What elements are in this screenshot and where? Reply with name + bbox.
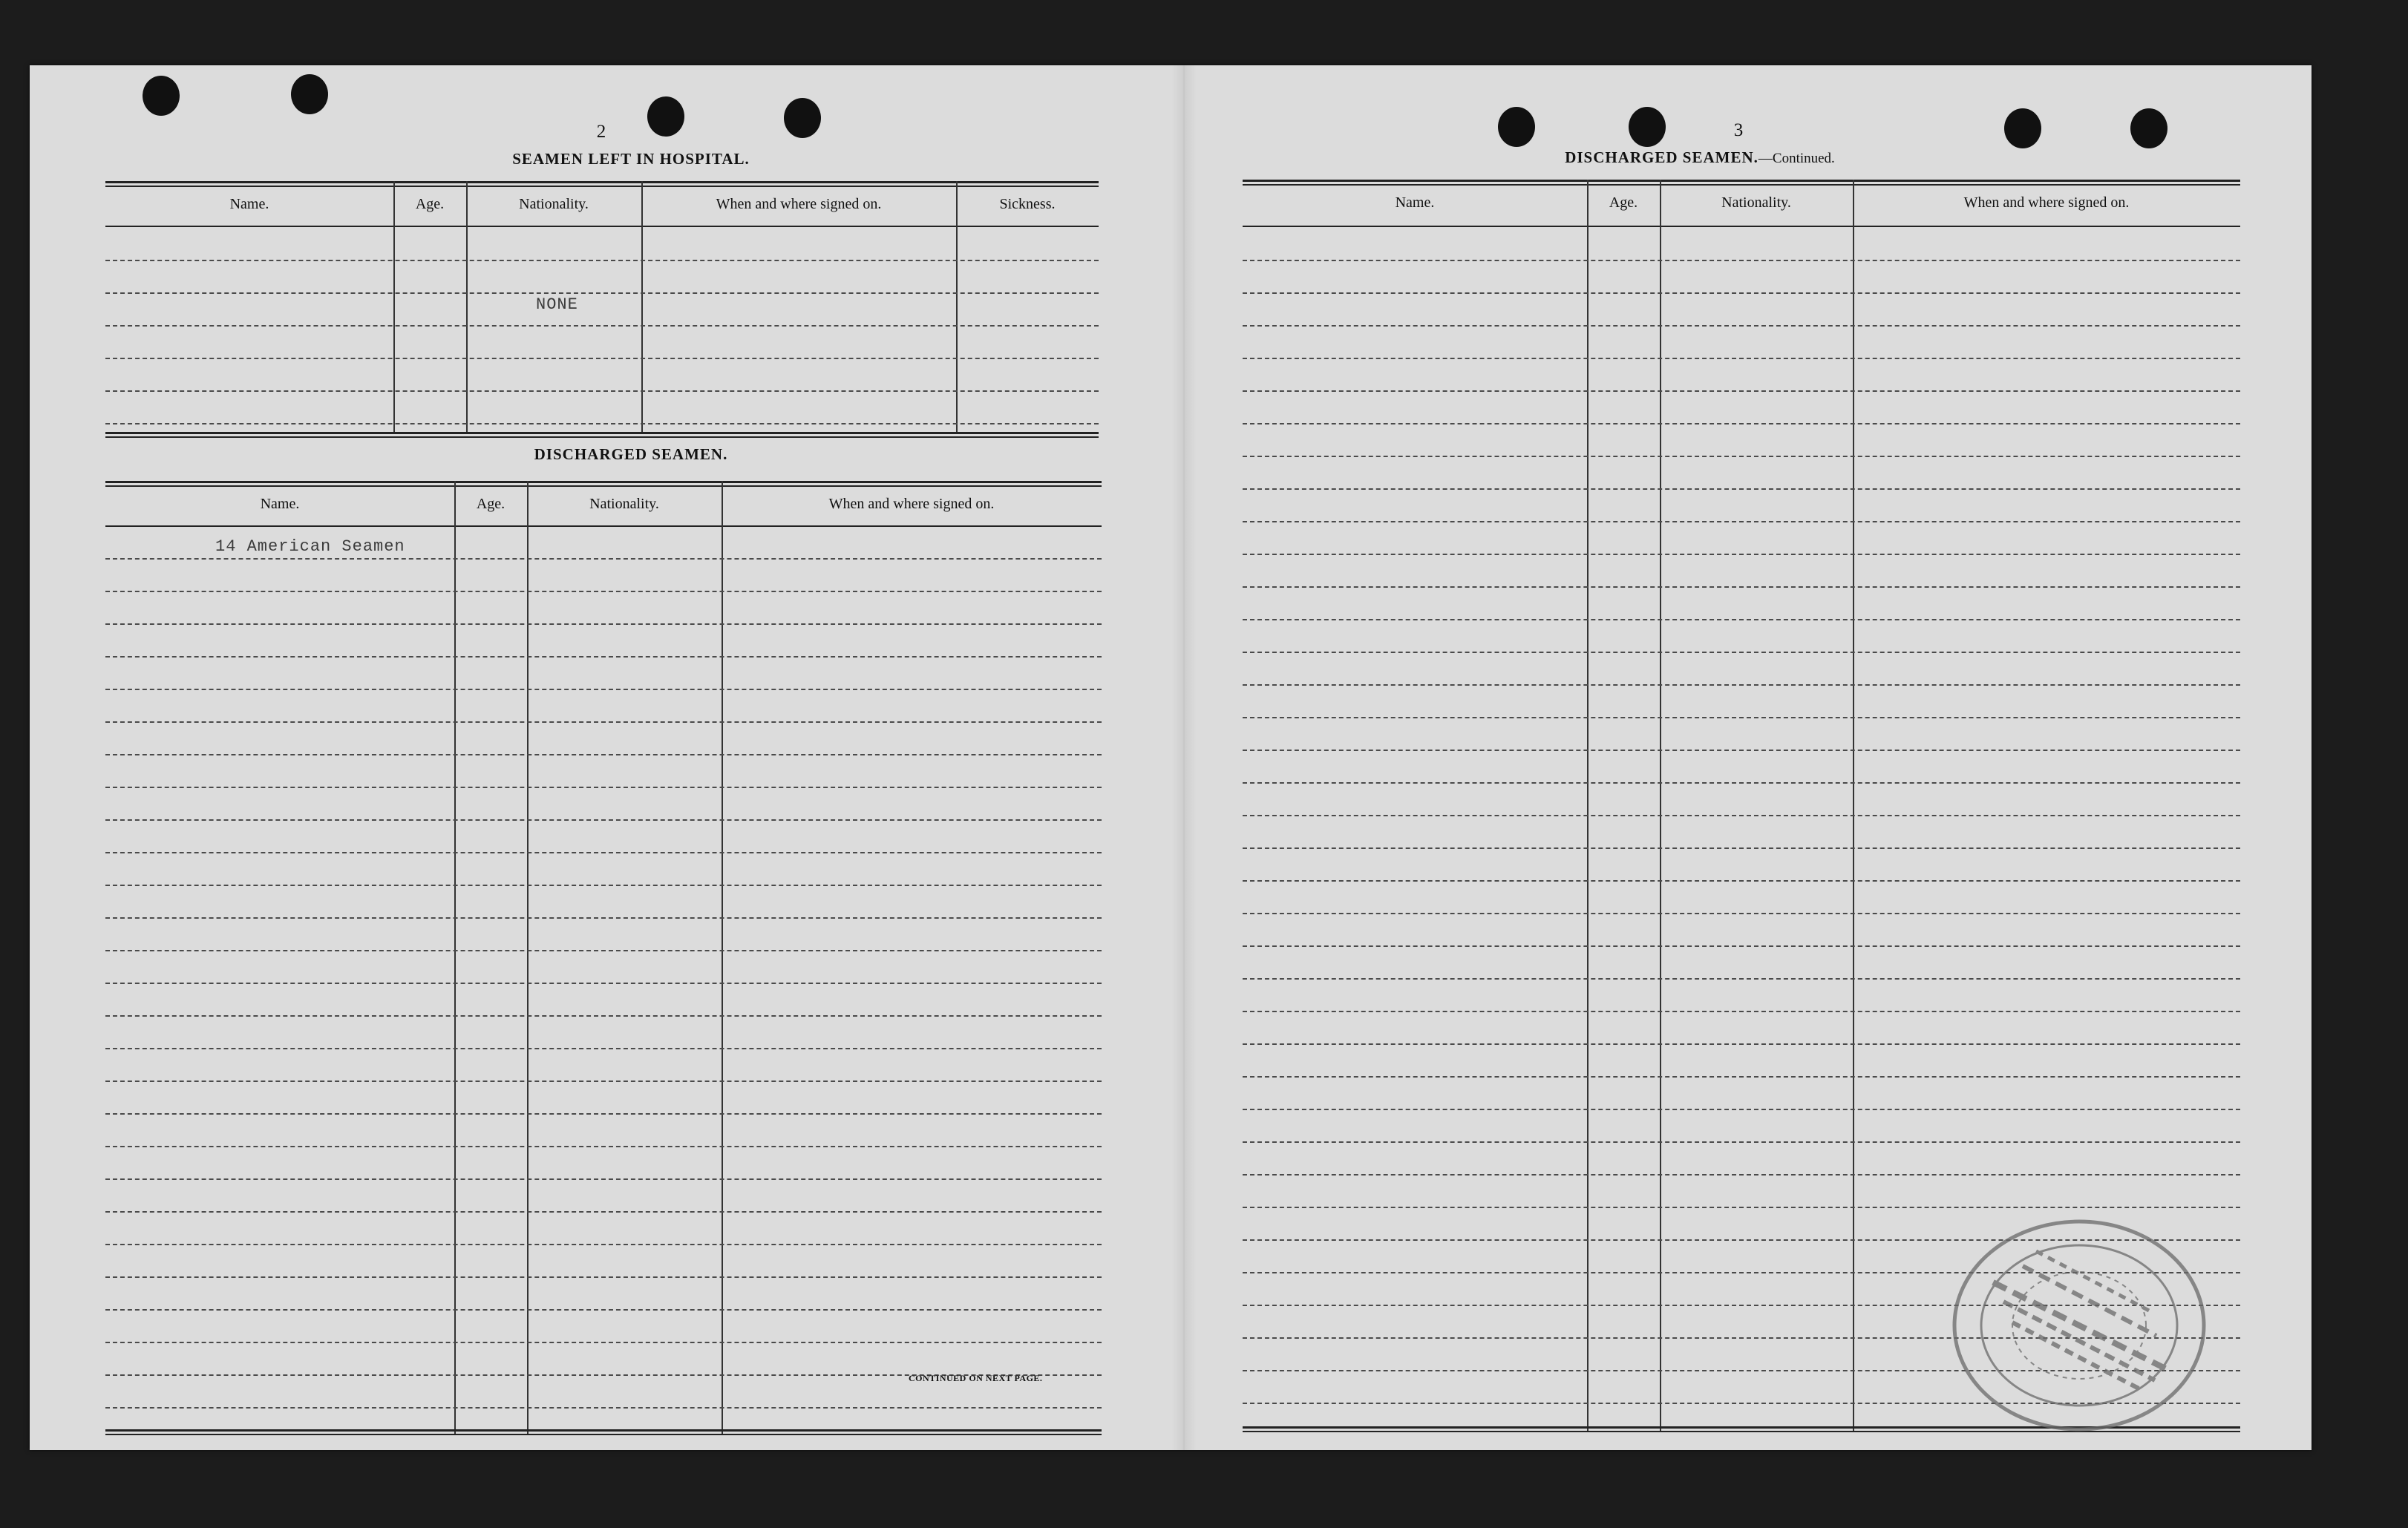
column-header-age: Age. bbox=[1609, 194, 1638, 211]
column-header-nationality: Nationality. bbox=[519, 196, 589, 212]
discharged-entry: 14 American Seamen bbox=[215, 537, 405, 556]
column-header-age: Age. bbox=[415, 196, 445, 212]
punch-hole bbox=[1629, 107, 1666, 147]
continued-footer: CONTINUED ON NEXT PAGE. bbox=[909, 1373, 1043, 1383]
discharged-heading-right bbox=[1529, 148, 1871, 167]
punch-hole bbox=[2004, 108, 2041, 148]
discharged-heading-left: DISCHARGED SEAMEN. bbox=[534, 445, 728, 463]
heading-suffix: —Continued. bbox=[1758, 151, 1835, 166]
column-header-name: Name. bbox=[1395, 194, 1435, 211]
page-number-right: 3 bbox=[1733, 120, 1744, 140]
column-header-signed-on: When and where signed on. bbox=[716, 196, 882, 212]
heading-text: DISCHARGED SEAMEN. bbox=[1565, 148, 1758, 166]
column-header-nationality: Nationality. bbox=[589, 496, 659, 512]
punch-hole bbox=[647, 96, 684, 137]
page-number-left: 2 bbox=[596, 122, 606, 142]
punch-hole bbox=[784, 98, 821, 138]
punch-hole bbox=[1498, 107, 1535, 147]
page-fold bbox=[1171, 65, 1197, 1450]
discharged-table-left bbox=[105, 481, 1102, 1438]
column-header-name: Name. bbox=[260, 496, 300, 512]
punch-hole bbox=[143, 76, 180, 116]
punch-hole bbox=[2130, 108, 2167, 148]
column-header-name: Name. bbox=[229, 196, 269, 212]
ledger-sheet bbox=[30, 65, 2312, 1450]
column-header-nationality: Nationality. bbox=[1721, 194, 1791, 211]
column-header-age: Age. bbox=[476, 496, 506, 512]
column-header-signed-on: When and where signed on. bbox=[828, 496, 995, 512]
immigration-stamp-icon bbox=[1949, 1214, 2210, 1437]
column-header-signed-on: When and where signed on. bbox=[1963, 194, 2130, 211]
punch-hole bbox=[291, 74, 328, 114]
column-header-sickness: Sickness. bbox=[999, 196, 1056, 212]
hospital-entry: NONE bbox=[536, 295, 578, 314]
hospital-heading: SEAMEN LEFT IN HOSPITAL. bbox=[512, 150, 750, 168]
